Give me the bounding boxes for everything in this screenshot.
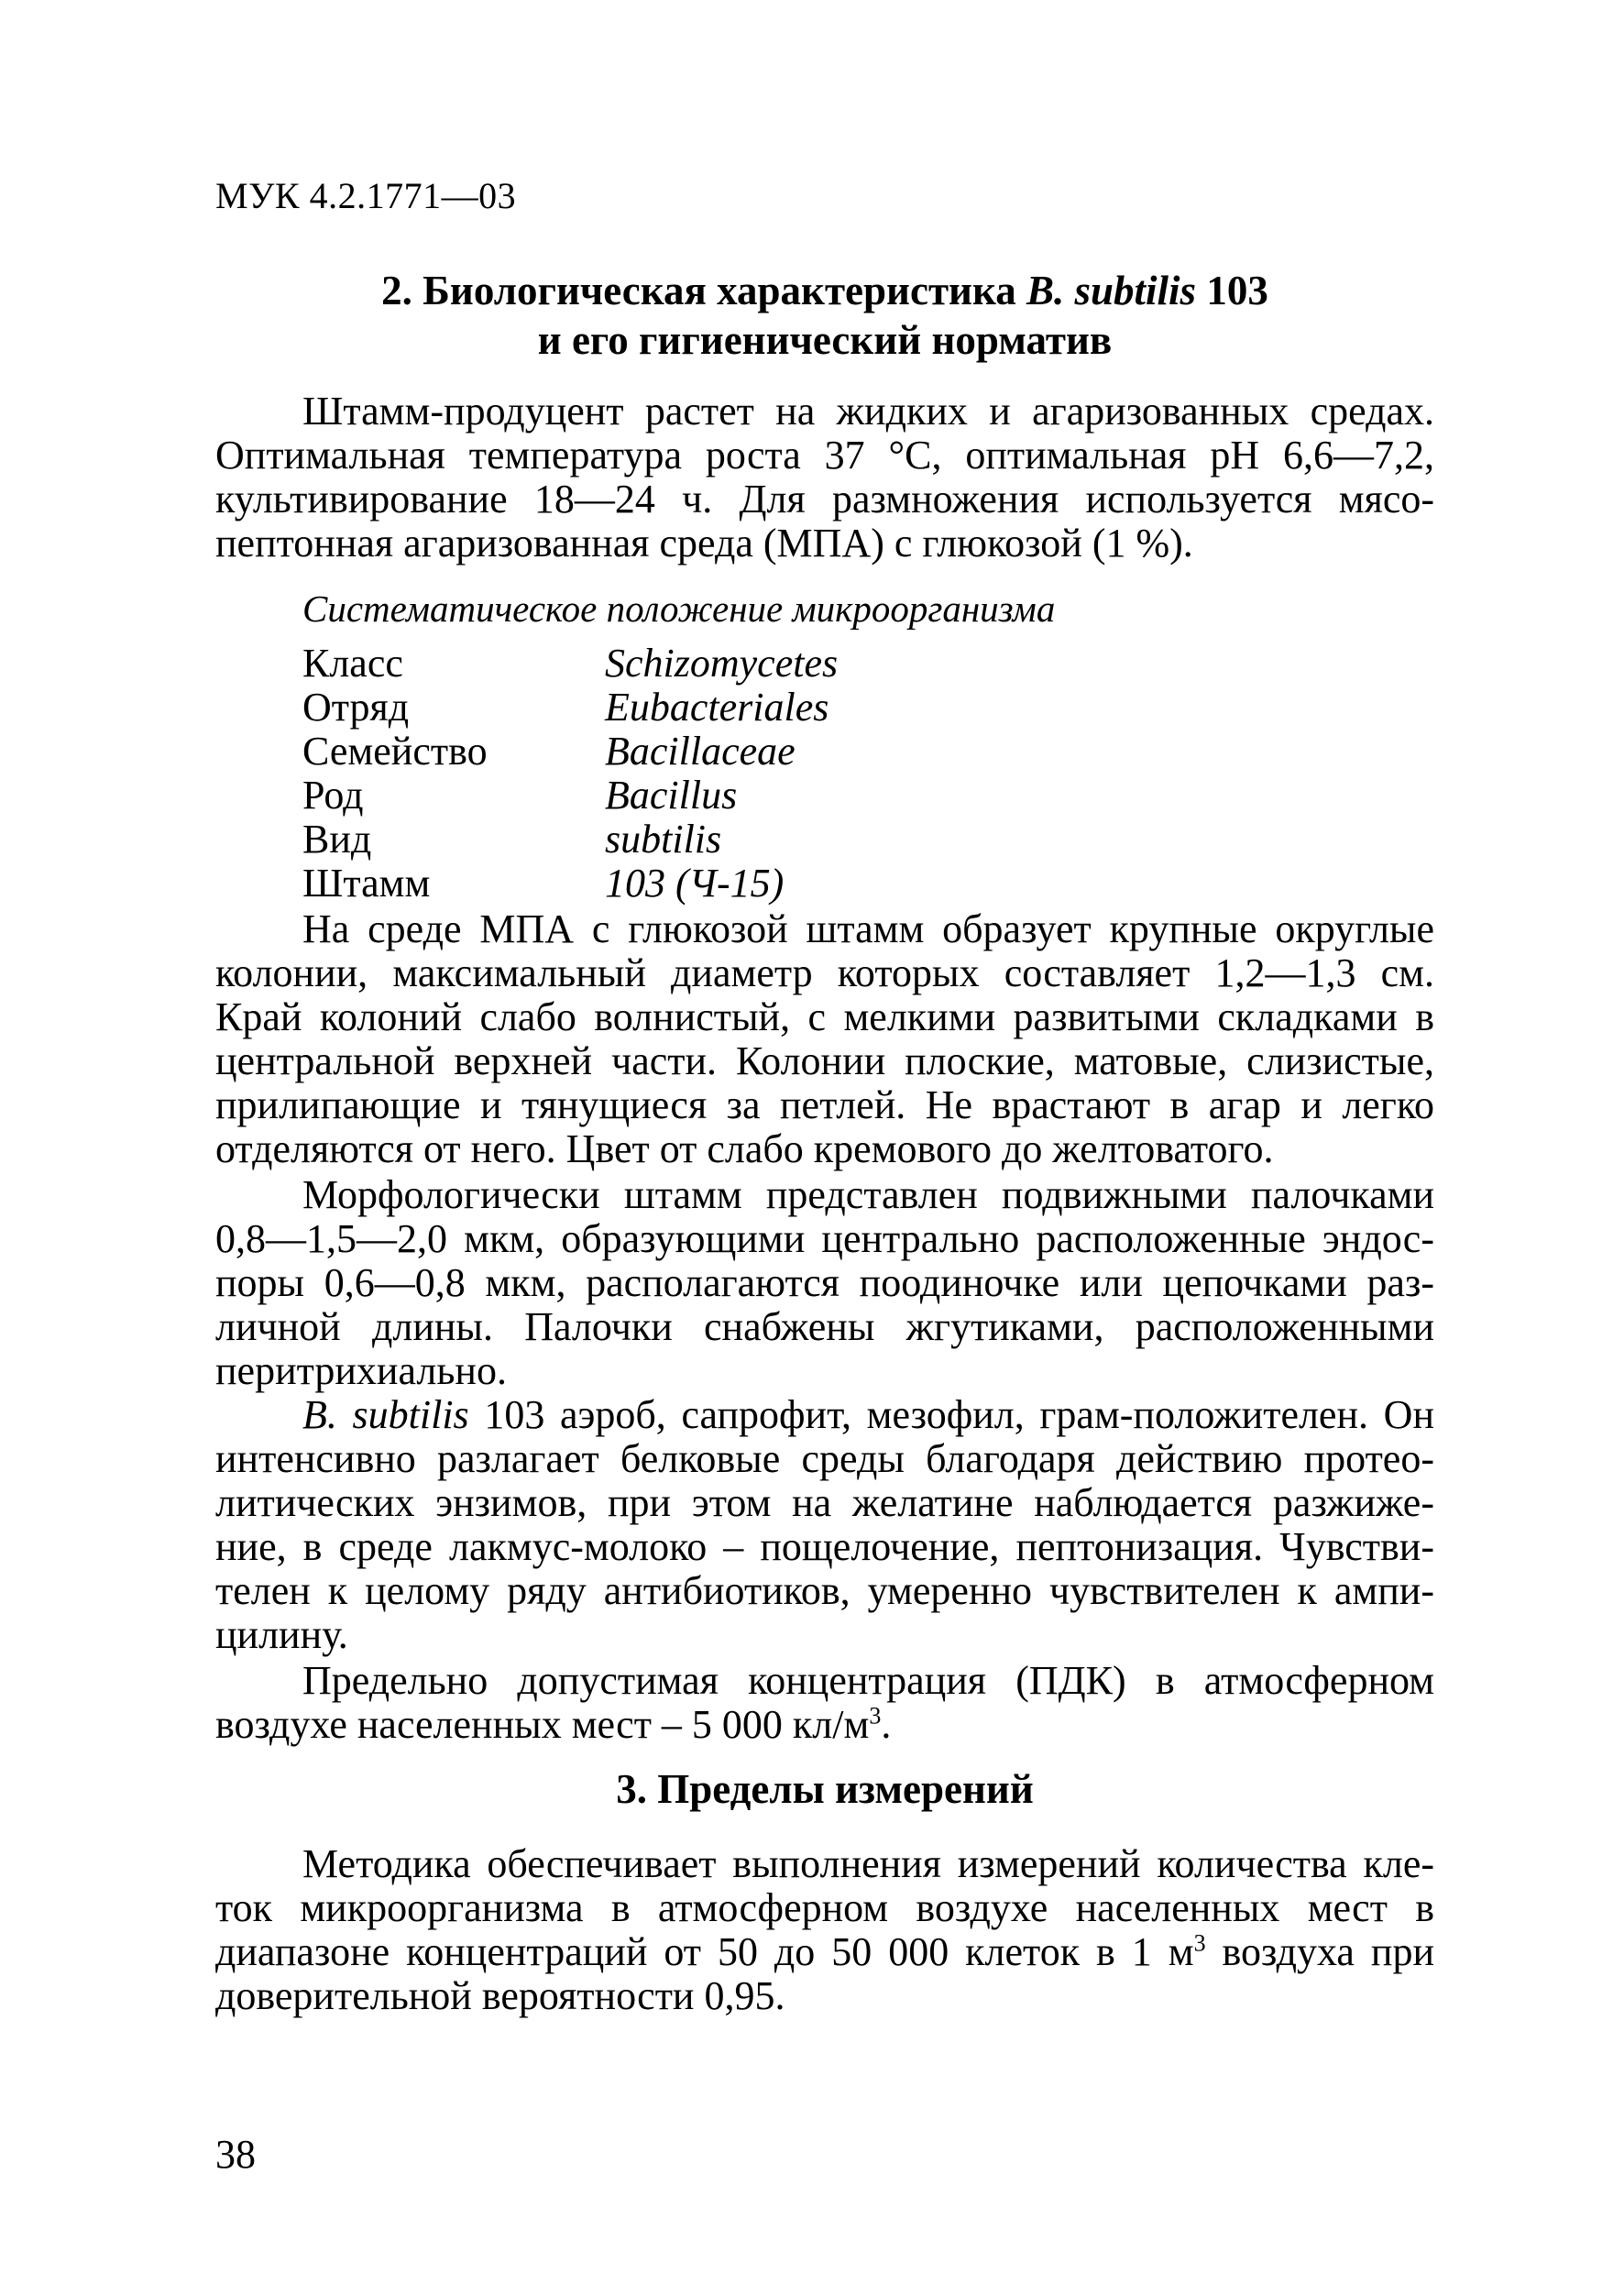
morphology-line: Морфологически штамм представлен подвижными палочками [302, 1172, 1434, 1217]
properties-line: интенсивно разлагает белковые среды благодаря действию протео- [215, 1436, 1434, 1481]
colonies-line: колонии, максимальный диаметр которых составляет 1,2—1,3 см. [215, 950, 1434, 995]
taxonomy-row [302, 862, 838, 906]
taxonomy-label: Класс [302, 641, 403, 686]
limits-line: Методика обеспечивает выполнения измерений количества кле- [302, 1841, 1434, 1886]
colonies-paragraph [215, 907, 1434, 1171]
morphology-line: 0,8—1,5—2,0 мкм, образующими центрально расположенные эндос- [215, 1216, 1434, 1261]
properties-paragraph [215, 1393, 1434, 1657]
taxonomy-value: 103 (Ч-15) [605, 861, 785, 906]
pdk-line [215, 1703, 1434, 1747]
taxonomy-row [302, 686, 838, 730]
properties-line: телен к целому ряду антибиотиков, умеренно чувствителен к ампи- [215, 1568, 1434, 1613]
section-2-title-end: 103 [1196, 268, 1268, 313]
intro-line: Оптимальная температура роста 37 °С, оптимальная pH 6,6—7,2, [215, 433, 1434, 478]
properties-line: ние, в среде лакмус-молоко – пощелочение, пептонизация. Чувстви- [215, 1524, 1434, 1569]
properties-line [215, 1393, 1434, 1437]
taxonomy-row [302, 818, 838, 862]
taxonomy-value: subtilis [605, 817, 722, 862]
section-2-title-text: 2. Биологическая характеристика [381, 268, 1026, 313]
pdk-line: Предельно допустимая концентрация (ПДК) в атмосферном [302, 1658, 1434, 1703]
colonies-line: прилипающие и тянущиеся за петлей. Не врастают в агар и легко [215, 1082, 1434, 1127]
pdk-paragraph [215, 1659, 1434, 1747]
pdk-period: . [881, 1702, 892, 1747]
taxonomy-label: Род [302, 773, 364, 818]
taxonomy-label: Отряд [302, 685, 410, 730]
taxonomy-row [302, 730, 838, 774]
taxonomy-label: Штамм [302, 861, 431, 906]
morphology-line: поры 0,6—0,8 мкм, располагаются поодиночке или цепочками раз- [215, 1260, 1434, 1305]
properties-line: литических энзимов, при этом на желатине наблюдается разжиже- [215, 1480, 1434, 1525]
taxonomy-value: Bacillus [605, 773, 738, 818]
colonies-line: На среде МПА с глюкозой штамм образует крупные округлые [302, 906, 1434, 951]
intro-line: культивирование 18—24 ч. Для размножения используется мясо- [215, 477, 1434, 522]
properties-line: цилину. [215, 1612, 348, 1657]
taxonomy-value: Eubacteriales [605, 685, 829, 730]
document-code: МУК 4.2.1771—03 [215, 175, 517, 216]
limits-line [215, 1930, 1434, 1974]
pdk-superscript: 3 [869, 1702, 882, 1729]
properties-species: B. subtilis [302, 1392, 469, 1437]
intro-line: Штамм-продуцент растет на жидких и агаризованных средах. [302, 389, 1434, 434]
limits-paragraph [215, 1842, 1434, 2018]
morphology-line: личной длины. Палочки снабжены жгутиками, расположенными [215, 1304, 1434, 1349]
limits-text-end: воздуха при [1205, 1929, 1434, 1974]
intro-line: пептонная агаризованная среда (МПА) с глюкозой (1 %). [215, 521, 1193, 566]
intro-paragraph [215, 390, 1434, 566]
limits-superscript: 3 [1193, 1929, 1206, 1957]
taxonomy-row [302, 642, 838, 686]
section-2-title-line2: и его гигиенический норматив [537, 317, 1113, 363]
limits-line: ток микроорганизма в атмосферном воздухе населенных мест в [215, 1885, 1434, 1930]
colonies-line: Край колоний слабо волнистый, с мелкими развитыми складками в [215, 994, 1434, 1039]
taxonomy-table [302, 642, 838, 906]
properties-text: 103 аэроб, сапрофит, мезофил, грам-положителен. Он [468, 1392, 1434, 1437]
taxonomy-value: Schizomycetes [605, 641, 839, 686]
page-number: 38 [215, 2132, 256, 2177]
taxonomy-label: Вид [302, 817, 372, 862]
colonies-line: центральной верхней части. Колонии плоские, матовые, слизистые, [215, 1038, 1434, 1083]
morphology-paragraph [215, 1173, 1434, 1393]
taxonomy-label: Семейство [302, 729, 488, 774]
morphology-line: перитрихиально. [215, 1348, 507, 1393]
section-2-title [215, 266, 1434, 365]
colonies-line: отделяются от него. Цвет от слабо кремового до желтоватого. [215, 1126, 1274, 1171]
section-2-title-italic: B. subtilis [1026, 268, 1197, 313]
limits-line: доверительной вероятности 0,95. [215, 1973, 785, 2018]
taxonomy-title: Систематическое положение микроорганизма [302, 587, 1056, 630]
pdk-text: воздухе населенных мест – 5 000 кл/м [215, 1702, 870, 1747]
section-3-title: 3. Пределы измерений [616, 1766, 1034, 1812]
taxonomy-row [302, 774, 838, 818]
limits-text: диапазоне концентраций от 50 до 50 000 клеток в 1 м [215, 1929, 1194, 1974]
taxonomy-value: Bacillaceae [605, 729, 796, 774]
